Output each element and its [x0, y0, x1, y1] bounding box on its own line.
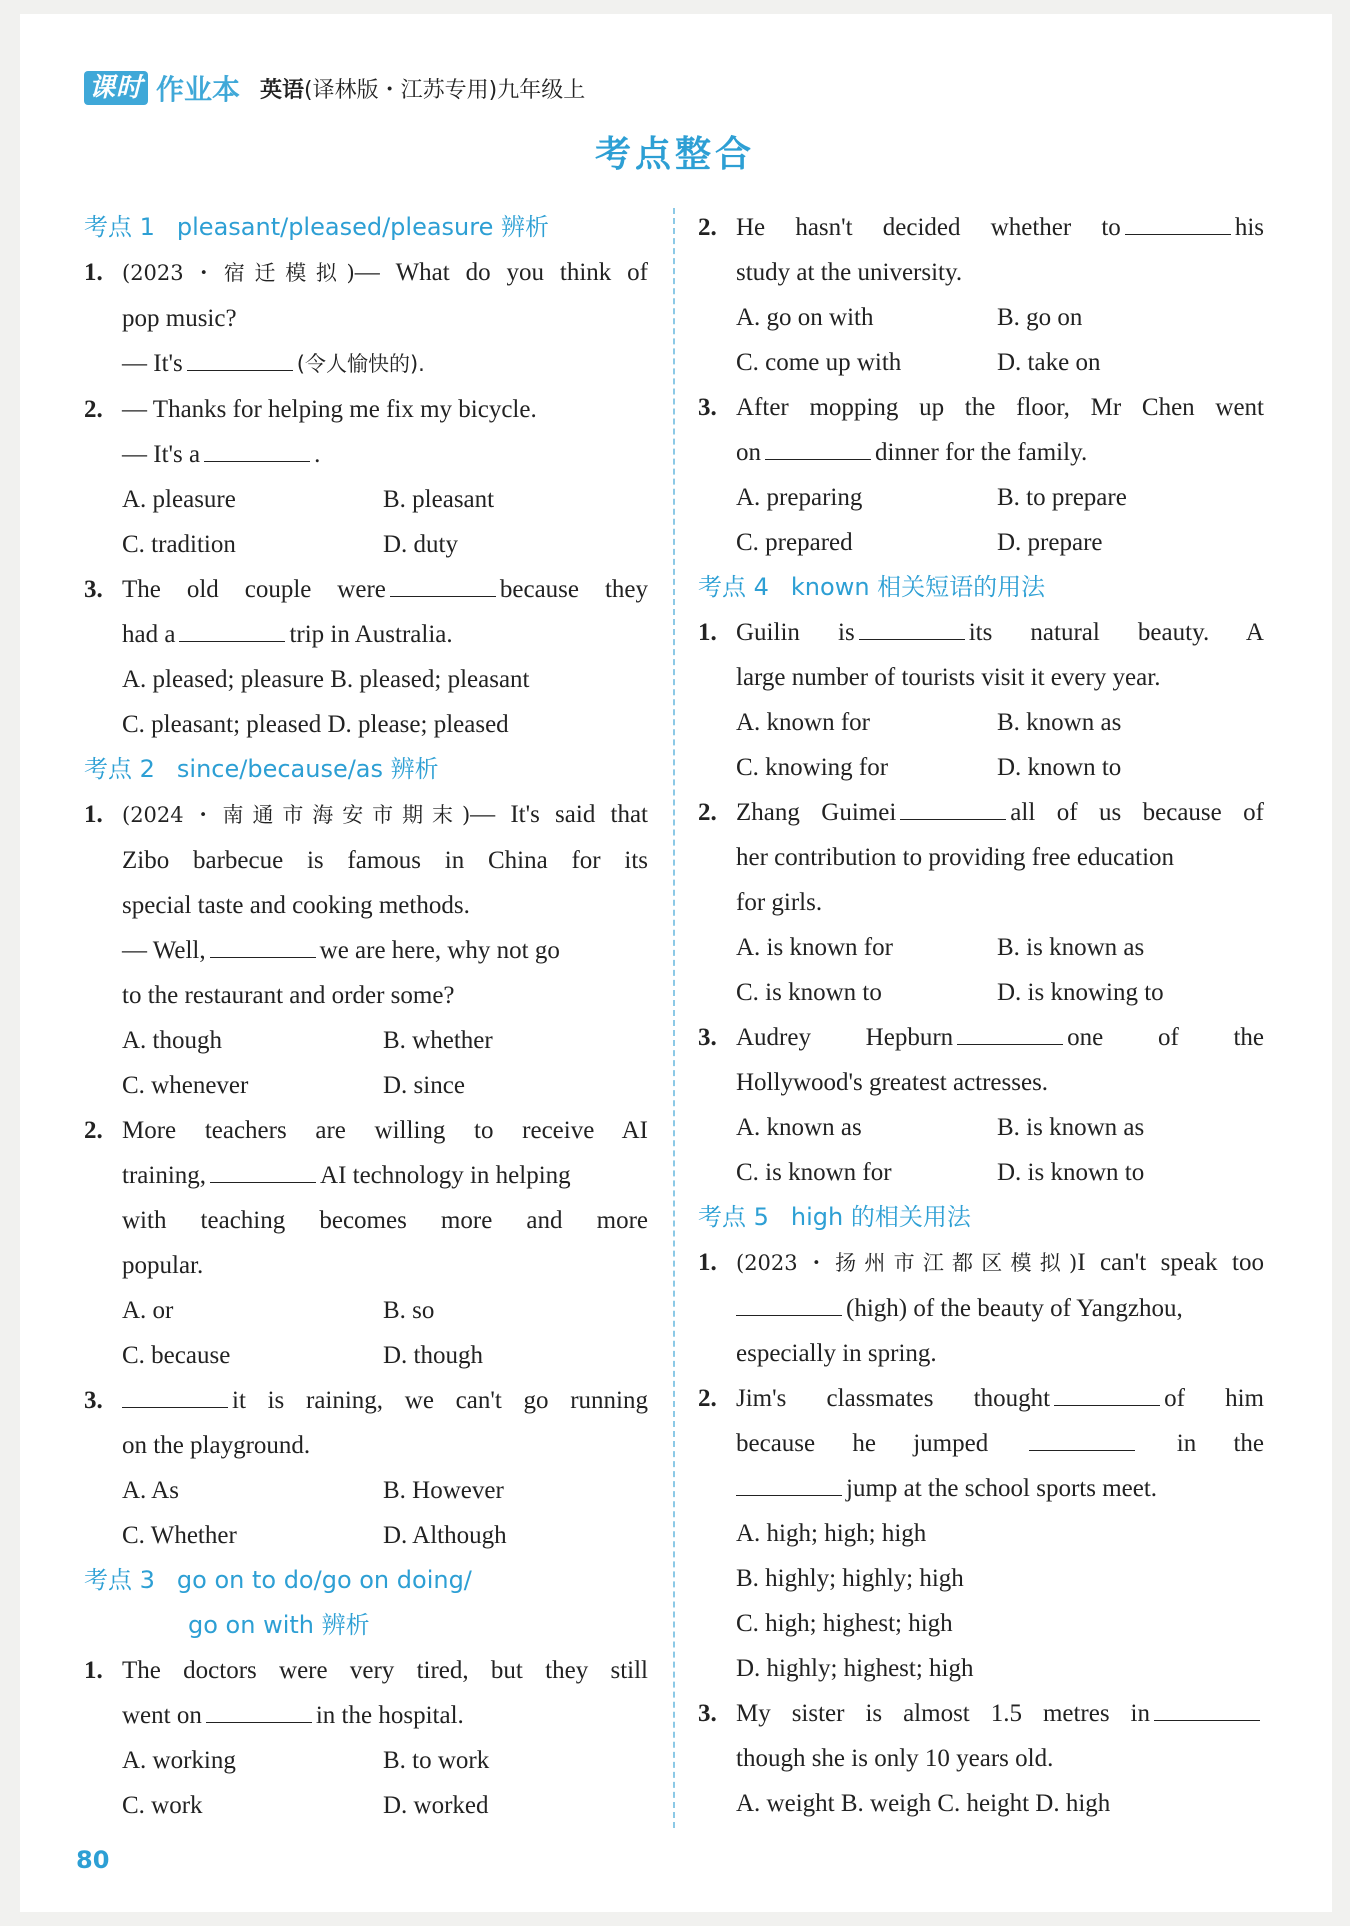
option-d[interactable]: D. duty [383, 531, 458, 558]
option-b[interactable]: B. whether [383, 1027, 493, 1054]
option-a[interactable]: A. As [122, 1477, 179, 1504]
option-d[interactable]: D. take on [997, 349, 1101, 376]
question-text: in the hospital. [315, 1702, 464, 1729]
section-title: known 相关短语的用法 [790, 573, 1046, 601]
answer-blank[interactable] [736, 1469, 842, 1496]
right-column [698, 205, 1264, 1826]
section-number: 考点 1 [84, 213, 155, 241]
question-text: in the [1176, 1430, 1264, 1457]
left-column [84, 205, 648, 1828]
question-number: 3. [84, 576, 103, 603]
answer-blank[interactable] [765, 433, 871, 460]
question-number: 2. [698, 1385, 717, 1412]
option-c[interactable]: C. high; highest; high [736, 1610, 953, 1637]
option-a[interactable]: A. high; high; high [736, 1520, 927, 1547]
question-text: study at the university. [736, 259, 963, 286]
section-number: 考点 4 [698, 573, 769, 601]
option-b[interactable]: B. to prepare [997, 484, 1127, 511]
question-source: (2024・南通市海安市期末) [122, 803, 471, 827]
question-text: training, [122, 1162, 207, 1189]
question-text: Guilin is [736, 619, 855, 646]
question-text: it is raining, we can't go running [232, 1387, 648, 1414]
section-number: 考点 2 [84, 755, 155, 783]
option-d[interactable]: D. is known to [997, 1159, 1145, 1186]
answer-blank[interactable] [187, 344, 293, 371]
option-b[interactable]: B. go on [997, 304, 1083, 331]
answer-blank[interactable] [1154, 1694, 1260, 1721]
logo-text: 作业本 [156, 73, 241, 106]
option-d[interactable]: D. prepare [997, 529, 1103, 556]
question-text: went on [122, 1702, 202, 1729]
answer-blank[interactable] [210, 931, 316, 958]
option-a[interactable]: A. working [122, 1747, 236, 1774]
section-title: go on to do/go on doing/ [176, 1566, 472, 1594]
option-c[interactable]: C. Whether [122, 1522, 237, 1549]
option-c[interactable]: C. tradition [122, 531, 236, 558]
question-text: with teaching becomes more and more [122, 1207, 648, 1234]
option-b[interactable]: B. known as [997, 709, 1122, 736]
question-number: 2. [84, 1117, 103, 1144]
question-text: especially in spring. [736, 1340, 937, 1367]
question-text: (high) of the beauty of Yangzhou, [846, 1295, 1183, 1322]
option-d[interactable]: D. is knowing to [997, 979, 1164, 1006]
question-text: to the restaurant and order some? [122, 982, 455, 1009]
option-b[interactable]: B. is known as [997, 1114, 1145, 1141]
option-a[interactable]: A. known for [736, 709, 871, 736]
answer-blank[interactable] [390, 570, 496, 597]
option-d[interactable]: D. since [383, 1072, 465, 1099]
answer-blank[interactable] [736, 1289, 842, 1316]
option-c[interactable]: C. is known to [736, 979, 882, 1006]
question-kp4-1 [698, 610, 1264, 790]
section-heading-kp4 [698, 565, 1264, 610]
section-heading-kp3-cont: go on with 辨析 [188, 1611, 370, 1639]
question-text: trip in Australia. [289, 621, 453, 648]
option-b[interactable]: B. is known as [997, 934, 1145, 961]
option-a[interactable]: A. known as [736, 1114, 862, 1141]
question-text: large number of tourists visit it every year. [736, 664, 1161, 691]
question-text: . [314, 441, 321, 468]
question-text: had a [122, 621, 176, 648]
question-text: all of us because of [1010, 799, 1265, 826]
option-a[interactable]: A. preparing [736, 484, 863, 511]
section-number: 考点 3 [84, 1566, 155, 1594]
question-source: (2023・宿迁模拟) [122, 261, 355, 285]
question-text: — Thanks for helping me fix my bicycle. [122, 396, 537, 423]
question-kp4-2 [698, 790, 1264, 1015]
question-text: pop music? [122, 305, 237, 332]
question-number: 2. [698, 214, 717, 241]
section-title: pleasant/pleased/pleasure 辨析 [176, 213, 549, 241]
question-text: — It's [122, 350, 183, 377]
question-text: Zibo barbecue is famous in China for its [122, 847, 648, 874]
section-heading-kp2 [84, 747, 648, 792]
question-kp3-1 [84, 1648, 648, 1828]
question-number: 3. [84, 1387, 103, 1414]
section-title: since/because/as 辨析 [176, 755, 439, 783]
question-text: because they [499, 576, 648, 603]
question-kp5-2 [698, 1376, 1264, 1691]
question-kp1-3 [84, 567, 648, 747]
answer-blank[interactable] [1125, 208, 1231, 235]
option-b[interactable]: B. to work [383, 1747, 490, 1774]
question-kp5-3 [698, 1691, 1264, 1826]
logo-box: 课时 [84, 71, 148, 105]
option-b[interactable]: B. so [383, 1297, 435, 1324]
question-kp2-1 [84, 792, 648, 1108]
question-number: 1. [84, 801, 103, 828]
question-text: its natural beauty. A [968, 619, 1264, 646]
option-b[interactable]: B. highly; highly; high [736, 1565, 964, 1592]
question-text: Jim's classmates thought [736, 1385, 1051, 1412]
option-c[interactable]: C. knowing for [736, 754, 889, 781]
book-info [260, 73, 585, 104]
question-number: 3. [698, 1700, 717, 1727]
question-text: — What do you think of [354, 259, 648, 286]
question-text: we are here, why not go [319, 937, 560, 964]
answer-blank[interactable] [1054, 1379, 1160, 1406]
question-kp4-3 [698, 1015, 1264, 1195]
option-b[interactable]: B. pleasant [383, 486, 495, 513]
option-c[interactable]: C. prepared [736, 529, 853, 556]
question-text: — It's said that [470, 801, 648, 828]
question-text: The old couple were [122, 576, 386, 603]
option-a[interactable]: A. or [122, 1297, 174, 1324]
question-source: (2023・扬州市江都区模拟) [736, 1251, 1078, 1275]
option-c[interactable]: C. work [122, 1792, 203, 1819]
question-text: After mopping up the floor, Mr Chen went [736, 394, 1264, 421]
question-number: 1. [84, 259, 103, 286]
question-text: Hollywood's greatest actresses. [736, 1069, 1049, 1096]
question-text: special taste and cooking methods. [122, 892, 470, 919]
question-kp1-2 [84, 387, 648, 567]
section-heading-kp5 [698, 1195, 1264, 1240]
question-number: 3. [698, 1024, 717, 1051]
question-text: for girls. [736, 889, 823, 916]
book-subject: 英语 [260, 77, 305, 103]
question-text: of him [1164, 1385, 1265, 1412]
question-text: one of the [1067, 1024, 1265, 1051]
question-text: My sister is almost 1.5 metres in [736, 1700, 1150, 1727]
question-text: More teachers are willing to receive AI [122, 1117, 648, 1144]
question-text: The doctors were very tired, but they still [122, 1657, 648, 1684]
question-kp2-3 [84, 1378, 648, 1558]
question-text: popular. [122, 1252, 204, 1279]
options-cd[interactable]: C. pleasant; pleased D. please; pleased [122, 711, 509, 738]
option-c[interactable]: C. whenever [122, 1072, 249, 1099]
book-header [84, 68, 585, 108]
question-text: Zhang Guimei [736, 799, 897, 826]
book-edition: (译林版・江苏专用)九年级上 [304, 77, 586, 103]
option-d[interactable]: D. Although [383, 1522, 507, 1549]
answer-blank[interactable] [957, 1018, 1063, 1045]
question-number: 1. [84, 1657, 103, 1684]
option-a[interactable]: A. go on with [736, 304, 874, 331]
page-title: 考点整合 [594, 133, 755, 175]
series-logo [84, 68, 240, 108]
option-d[interactable]: D. known to [997, 754, 1122, 781]
option-d[interactable]: D. highly; highest; high [736, 1655, 974, 1682]
section-number: 考点 5 [698, 1203, 769, 1231]
question-text: because he jumped [736, 1430, 989, 1457]
answer-blank[interactable] [206, 1696, 312, 1723]
question-text: — Well, [122, 937, 206, 964]
option-a[interactable]: A. though [122, 1027, 222, 1054]
question-text: dinner for the family. [875, 439, 1088, 466]
column-divider [673, 208, 675, 1828]
answer-blank[interactable] [210, 1156, 316, 1183]
answer-blank[interactable] [122, 1381, 228, 1408]
section-heading-kp3 [84, 1558, 648, 1603]
page-number: 80 [76, 1846, 110, 1874]
question-text: on [736, 439, 761, 466]
question-text: his [1234, 214, 1264, 241]
answer-blank[interactable] [900, 793, 1006, 820]
option-b[interactable]: B. However [383, 1477, 504, 1504]
question-number: 2. [84, 396, 103, 423]
question-number: 1. [698, 1249, 717, 1276]
question-kp2-2 [84, 1108, 648, 1378]
options-ab[interactable]: A. pleased; pleasure B. pleased; pleasant [122, 666, 530, 693]
question-text: though she is only 10 years old. [736, 1745, 1054, 1772]
question-kp1-1 [84, 250, 648, 387]
section-title: high 的相关用法 [790, 1203, 971, 1231]
question-kp3-3 [698, 385, 1264, 565]
options-abcd[interactable]: A. weight B. weigh C. height D. high [736, 1790, 1111, 1817]
answer-blank[interactable] [1029, 1424, 1135, 1451]
section-heading-kp1 [84, 205, 648, 250]
question-number: 3. [698, 394, 717, 421]
question-text: He hasn't decided whether to [736, 214, 1121, 241]
question-text: I can't speak too [1077, 1249, 1264, 1276]
hint-text: (令人愉快的). [296, 352, 425, 376]
option-d[interactable]: D. though [383, 1342, 483, 1369]
option-c[interactable]: C. because [122, 1342, 231, 1369]
question-kp3-2 [698, 205, 1264, 385]
answer-blank[interactable] [859, 613, 965, 640]
question-number: 2. [698, 799, 717, 826]
question-kp5-1 [698, 1240, 1264, 1376]
option-d[interactable]: D. worked [383, 1792, 489, 1819]
question-text: jump at the school sports meet. [846, 1475, 1158, 1502]
question-text: AI technology in helping [320, 1162, 571, 1189]
question-number: 1. [698, 619, 717, 646]
answer-blank[interactable] [179, 615, 285, 642]
option-a[interactable]: A. is known for [736, 934, 893, 961]
question-text: Audrey Hepburn [736, 1024, 954, 1051]
question-text: — It's a [122, 441, 201, 468]
question-text: on the playground. [122, 1432, 311, 1459]
question-text: her contribution to providing free education [736, 844, 1175, 871]
option-a[interactable]: A. pleasure [122, 486, 236, 513]
option-c[interactable]: C. is known for [736, 1159, 892, 1186]
option-c[interactable]: C. come up with [736, 349, 902, 376]
answer-blank[interactable] [204, 435, 310, 462]
